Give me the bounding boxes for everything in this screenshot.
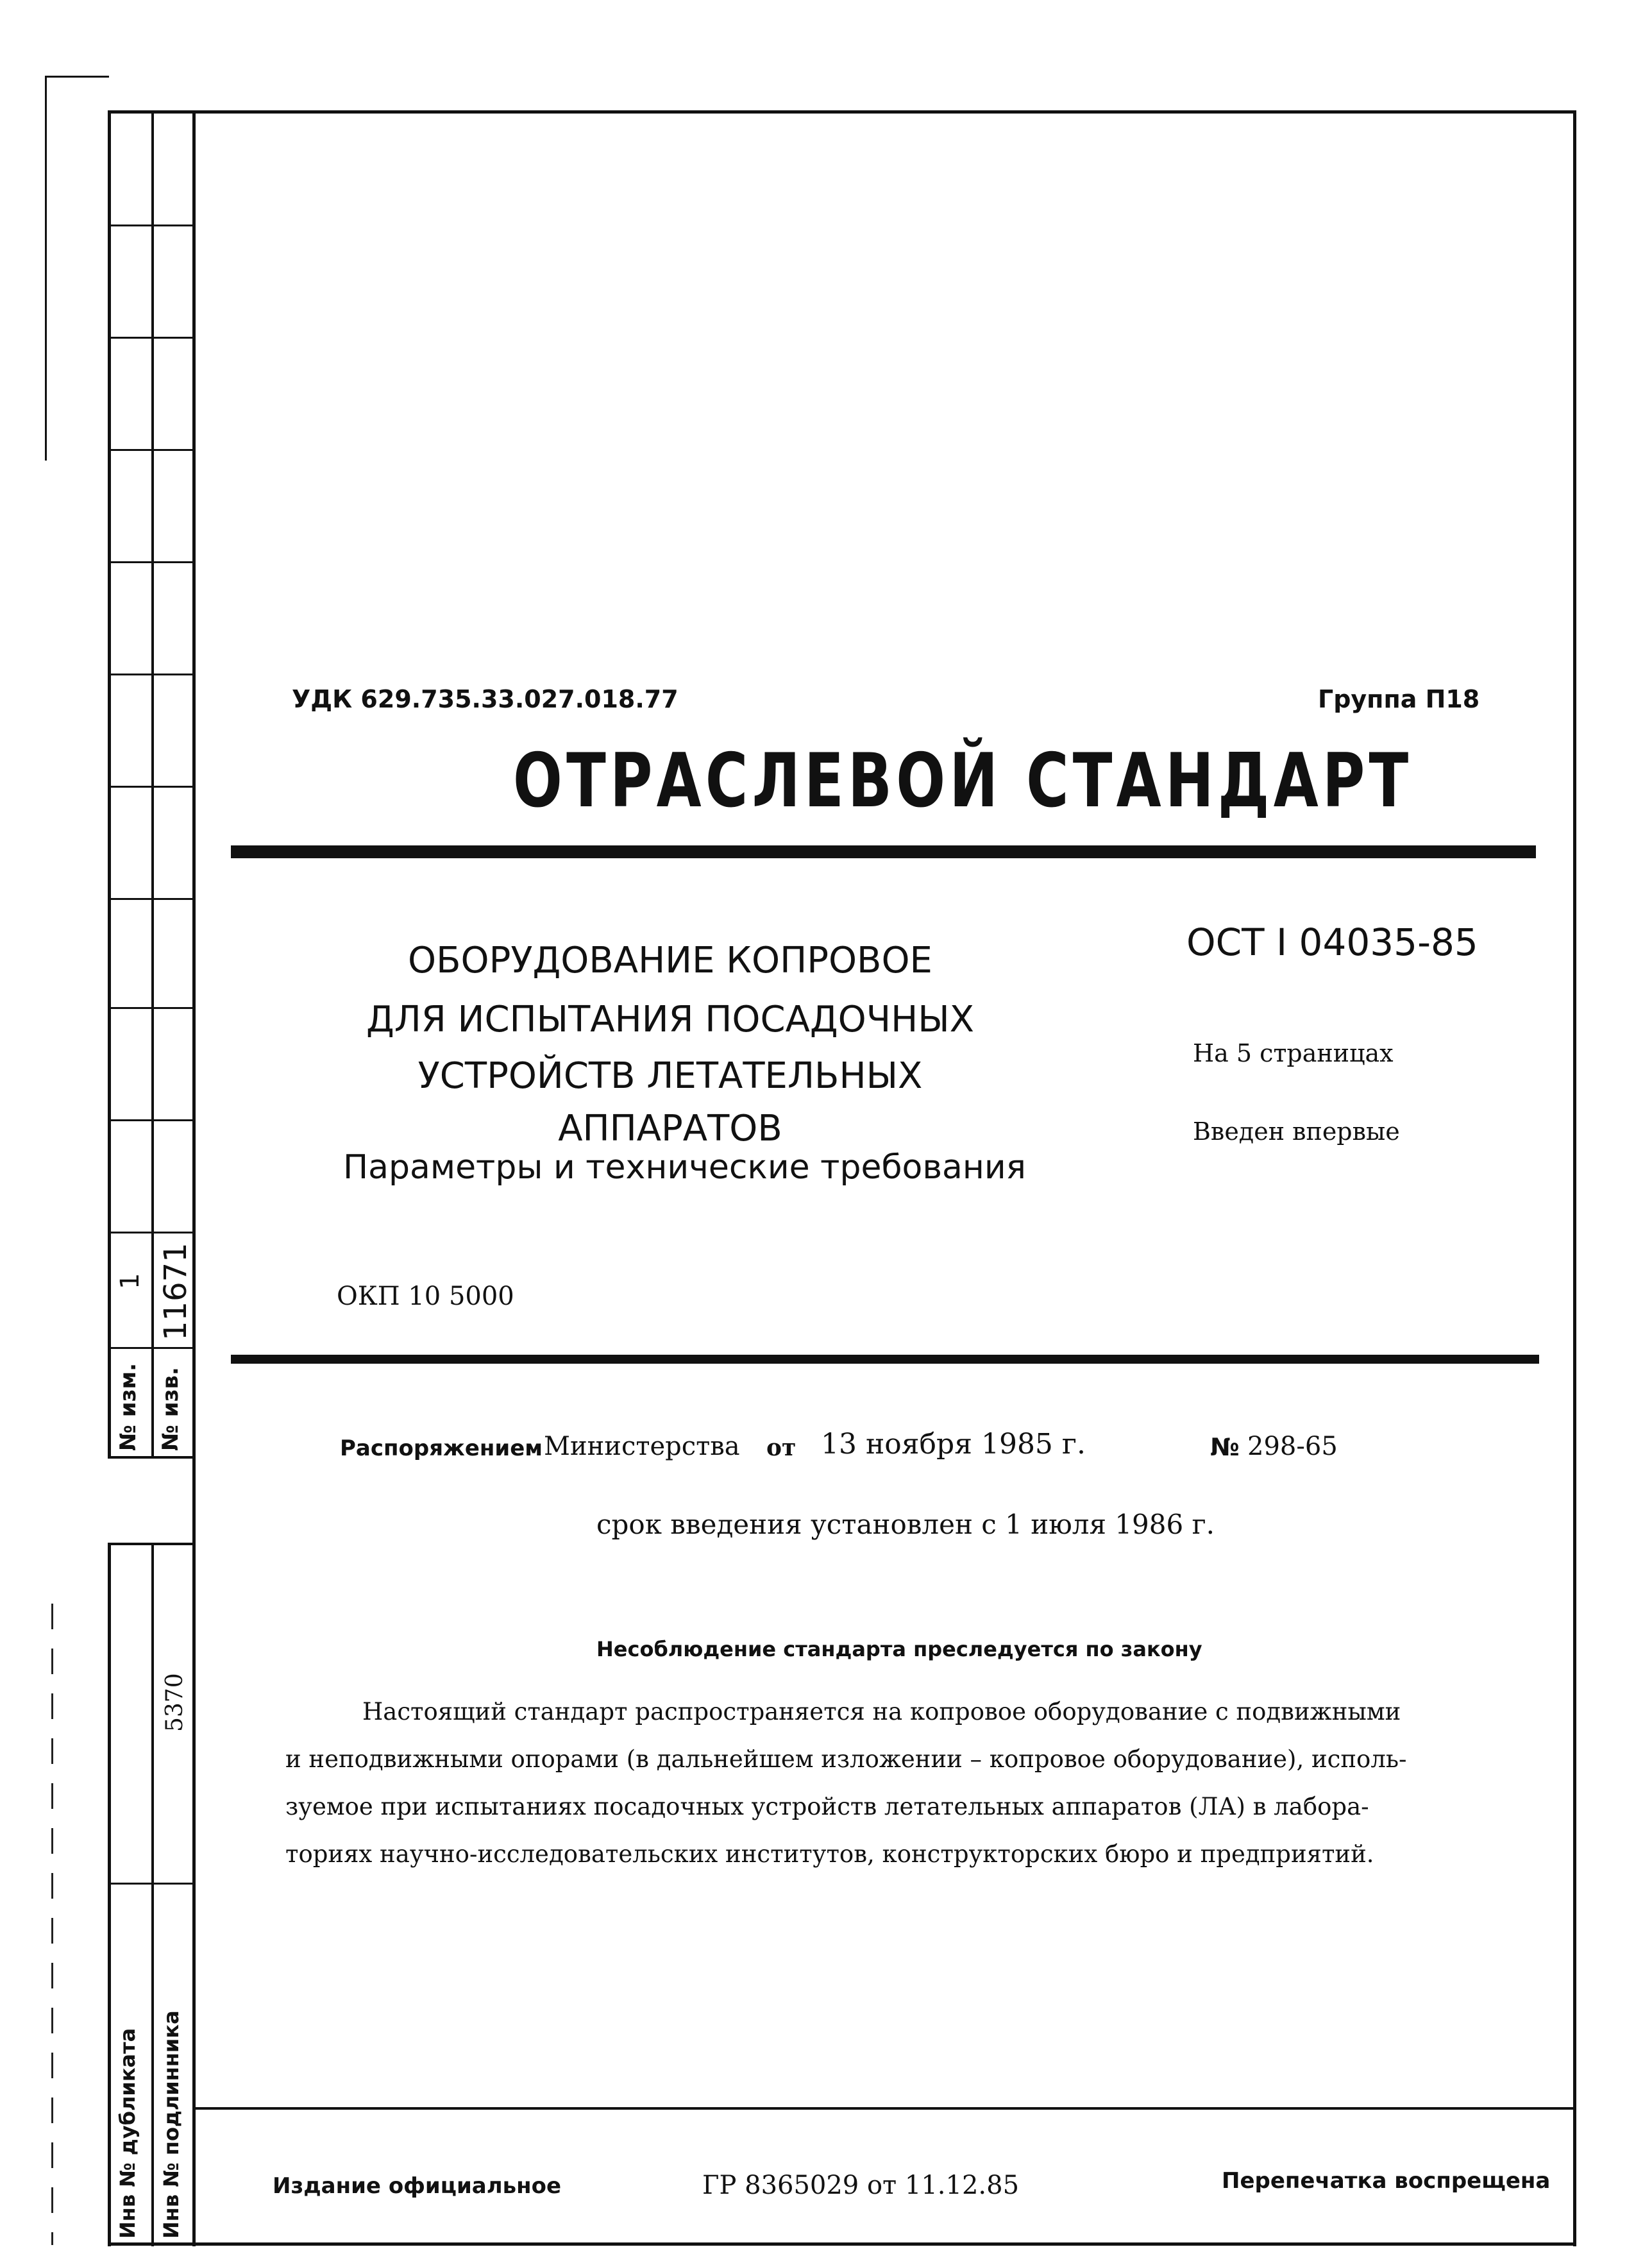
group-code: Группа П18 xyxy=(1318,685,1480,713)
standard-number: ОСТ I 04035-85 xyxy=(1186,920,1478,964)
change-number: 1 xyxy=(115,1273,145,1289)
scope-paragraph xyxy=(285,1688,1562,1878)
bottom-rule xyxy=(231,1355,1539,1364)
order-from: от xyxy=(766,1434,796,1461)
standard-title-line: ДЛЯ ИСПЫТАНИЯ ПОСАДОЧНЫХ xyxy=(366,999,974,1040)
legal-notice: Несоблюдение стандарта преследуется по закону xyxy=(596,1637,1202,1661)
paragraph-line: зуемое при испытаниях посадочных устройств летательных аппаратов (ЛА) в лабора- xyxy=(285,1793,1369,1820)
top-rule xyxy=(231,845,1536,858)
duplicate-inventory-label: Инв № дубликата xyxy=(115,2028,140,2239)
order-number: 298-65 xyxy=(1247,1432,1338,1461)
paragraph-line: Настоящий стандарт распространяется на копровое оборудование с подвижными xyxy=(362,1698,1401,1725)
paragraph-line: ториях научно-исследовательских институтов, конструкторских бюро и предприятий. xyxy=(285,1840,1374,1868)
reprint-prohibited: Перепечатка воспрещена xyxy=(1222,2168,1551,2194)
effective-date: срок введения установлен с 1 июля 1986 г. xyxy=(596,1509,1215,1540)
original-inventory-number: 5370 xyxy=(162,1673,188,1732)
order-ministry: Министерства xyxy=(544,1432,740,1461)
order-label: Распоряжением xyxy=(340,1436,543,1461)
change-label: № изм. xyxy=(115,1362,141,1451)
order-number-sign: № xyxy=(1210,1433,1240,1461)
standard-title xyxy=(333,938,1007,1157)
standard-title-line: УСТРОЙСТВ ЛЕТАТЕЛЬНЫХ xyxy=(417,1055,923,1097)
notice-number: 11671 xyxy=(158,1242,194,1341)
standard-title-line: ОБОРУДОВАНИЕ КОПРОВОЕ xyxy=(408,940,932,981)
gr-registration: ГР 8365029 от 11.12.85 xyxy=(702,2171,1020,2200)
udk-code: УДК 629.735.33.027.018.77 xyxy=(292,685,678,713)
page-title: ОТРАСЛЕВОЙ СТАНДАРТ xyxy=(513,738,1413,824)
standard-title-line: АППАРАТОВ xyxy=(558,1108,782,1149)
paragraph-line: и неподвижными опорами (в дальнейшем изложении – копровое оборудование), исполь- xyxy=(285,1745,1407,1773)
order-date: 13 ноября 1985 г. xyxy=(821,1428,1086,1461)
introduced-status: Введен впервые xyxy=(1193,1117,1400,1146)
original-inventory-label: Инв № подлинника xyxy=(159,2010,183,2239)
notice-label: № изв. xyxy=(158,1367,183,1451)
okp-code: ОКП 10 5000 xyxy=(337,1282,514,1311)
standard-subtitle: Параметры и технические требования xyxy=(343,1148,1026,1187)
official-edition: Издание официальное xyxy=(273,2173,562,2199)
page-count: На 5 страницах xyxy=(1193,1039,1394,1067)
